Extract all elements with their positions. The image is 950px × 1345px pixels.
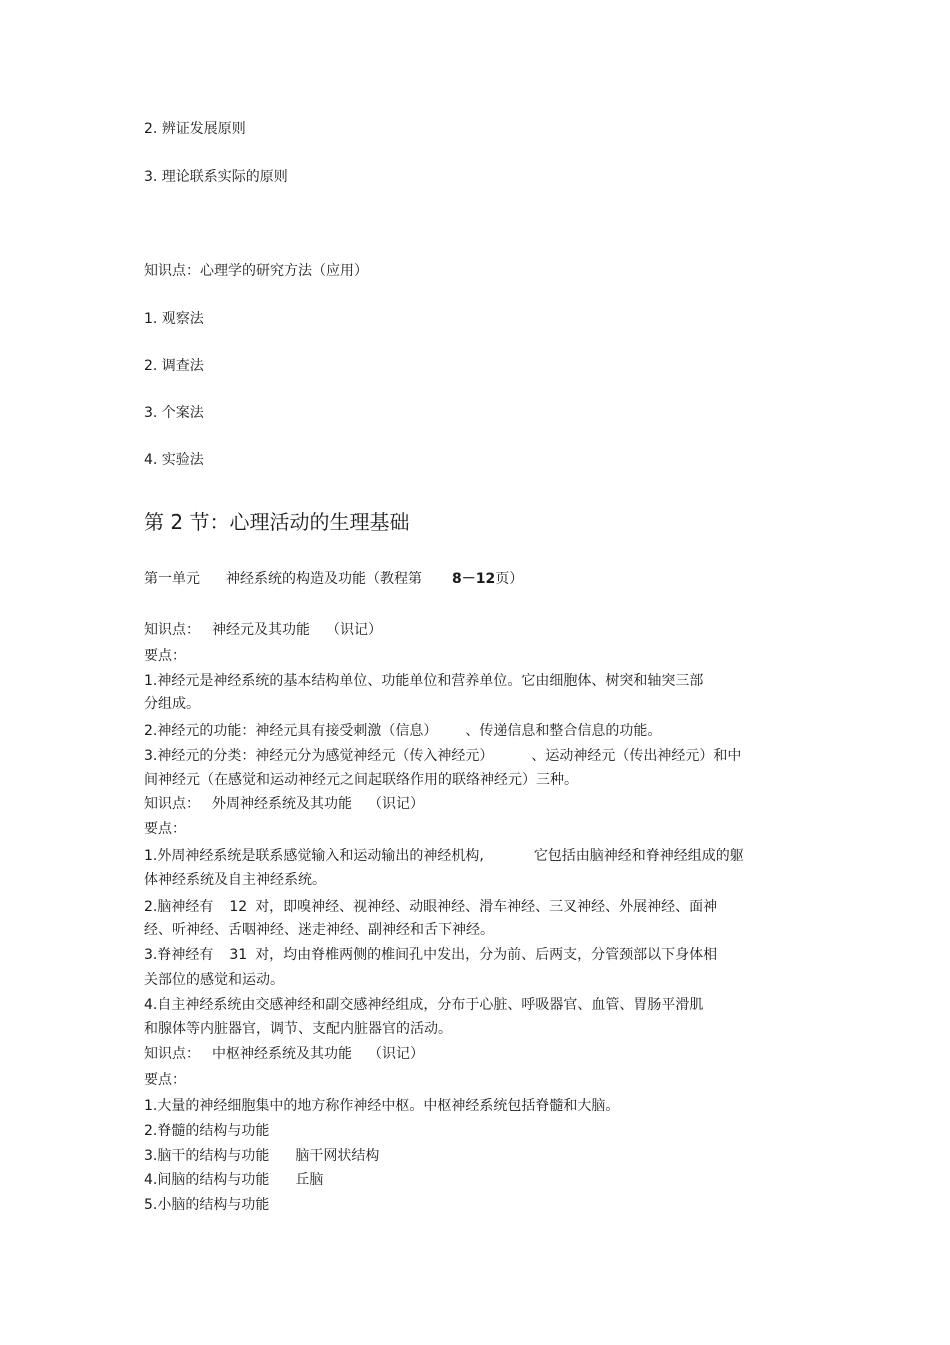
kp2-point-2a: 2.脑神经有 [144,899,214,915]
kp2-points-label: 要点： [144,821,186,837]
kp3-heading [144,1045,424,1063]
method-item-2: 2. 调查法 [144,358,204,374]
kp2-point-2c: 经、听神经、舌咽神经、迷走神经、副神经和舌下神经。 [144,922,494,938]
kp1-point-1a: 1.神经元是神经系统的基本结构单位、功能单位和营养单位。它由细胞体、树突和轴突三部 [144,673,704,689]
kp1-point-3 [144,747,741,765]
kp3-points-label: 要点： [144,1072,186,1088]
kp3-title: 中枢神经系统及其功能 [212,1046,352,1062]
kp2-point-1c: 体神经系统及自主神经系统。 [144,872,326,888]
kp3-point-1: 1.大量的神经细胞集中的地方称作神经中枢。中枢神经系统包括脊髓和大脑。 [144,1098,620,1114]
unit-heading [144,570,523,588]
kp2-point-3-number: 31 [229,947,248,963]
kp2-point-2b: 对，即嗅神经、视神经、动眼神经、滑车神经、三叉神经、外展神经、面神 [255,899,718,915]
kp2-point-1 [144,847,744,865]
kp2-tag: （识记） [368,796,424,812]
kp3-point-5: 5.小脑的结构与功能 [144,1197,270,1213]
unit-suffix: 页） [495,571,524,587]
kp3-point-4a: 4.间脑的结构与功能 [144,1172,270,1188]
principle-item-3: 3. 理论联系实际的原则 [144,169,288,185]
methods-heading: 知识点：心理学的研究方法（应用） [144,263,368,279]
kp2-point-3b: 对，均由脊椎两侧的椎间孔中发出，分为前、后两支，分管颈部以下身体相 [255,947,718,963]
kp2-point-2 [144,898,717,916]
kp2-point-1a: 1.外周神经系统是联系感觉输入和运动输出的神经机构, [144,848,484,864]
kp3-point-3a: 3.脑干的结构与功能 [144,1148,270,1164]
kp2-point-4b: 和腺体等内脏器官，调节、支配内脏器官的活动。 [144,1021,452,1037]
unit-title: 神经系统的构造及功能（教程第 [226,571,422,587]
kp2-point-4a: 4.自主神经系统由交感神经和副交感神经组成，分布于心脏、呼吸器官、血管、胃肠平滑肌 [144,997,704,1013]
principle-item-2: 2. 辨证发展原则 [144,121,246,137]
kp3-tag: （识记） [368,1046,424,1062]
kp3-point-3 [144,1147,379,1165]
kp1-point-2a: 2.神经元的功能：神经元具有接受刺激（信息） [144,723,438,739]
kp1-label: 知识点： [144,622,200,638]
kp1-point-3b: 、运动神经元（传出神经元）和中 [531,748,742,764]
method-item-3: 3. 个案法 [144,405,204,421]
kp2-title: 外周神经系统及其功能 [212,796,352,812]
kp3-label: 知识点： [144,1046,200,1062]
kp1-heading [144,621,382,639]
unit-label: 第一单元 [144,571,200,587]
kp1-point-2 [144,722,661,740]
kp1-point-3a: 3.神经元的分类：神经元分为感觉神经元（传入神经元） [144,748,494,764]
kp1-title: 神经元及其功能 [212,622,310,638]
kp1-point-3c: 间神经元（在感觉和运动神经元之间起联络作用的联络神经元）三种。 [144,772,578,788]
kp1-tag: （识记） [326,622,382,638]
kp2-point-3a: 3.脊神经有 [144,947,214,963]
kp2-point-3 [144,946,717,964]
kp2-point-1b: 它包括由脑神经和脊神经组成的躯 [533,848,744,864]
method-item-4: 4. 实验法 [144,452,204,468]
method-item-1: 1. 观察法 [144,311,204,327]
kp1-points-label: 要点： [144,648,186,664]
kp2-heading [144,795,424,813]
unit-pages: 8－12 [452,571,496,587]
section-title: 第 2 节：心理活动的生理基础 [144,510,410,534]
kp1-point-1b: 分组成。 [144,696,200,712]
kp1-point-2b: 、传递信息和整合信息的功能。 [465,723,662,739]
kp3-point-2: 2.脊髓的结构与功能 [144,1123,270,1139]
kp3-point-4b: 丘脑 [295,1172,324,1188]
kp3-point-3b: 脑干网状结构 [295,1148,380,1164]
kp3-point-4 [144,1171,323,1189]
kp2-label: 知识点： [144,796,200,812]
kp2-point-2-number: 12 [229,899,248,915]
kp2-point-3c: 关部位的感觉和运动。 [144,972,284,988]
